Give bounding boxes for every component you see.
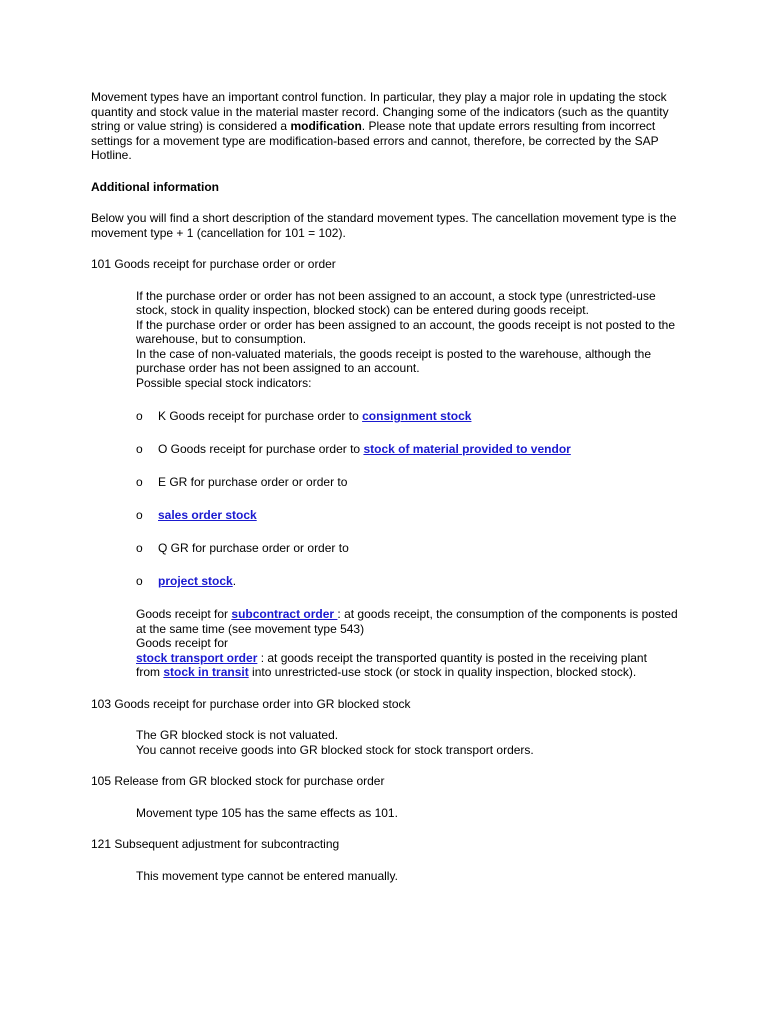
special-stock-list	[91, 409, 681, 607]
mt101-details	[91, 289, 681, 391]
list-item	[136, 475, 681, 508]
mt121-line-1: This movement type cannot be entered manually.	[136, 868, 398, 883]
mt105-line-1: Movement type 105 has the same effects as 101.	[136, 805, 398, 820]
subcontract-order-link[interactable]: subcontract order	[231, 607, 338, 621]
subcontract-paragraph	[136, 607, 681, 636]
bullet-icon: o	[136, 475, 143, 489]
mt101-line-4: Possible special stock indicators:	[136, 375, 312, 390]
additional-info-heading: Additional information	[91, 179, 219, 194]
bullet-icon: o	[136, 508, 143, 522]
bullet-icon: o	[136, 541, 143, 555]
mt103-line-1: The GR blocked stock is not valuated.	[136, 728, 339, 742]
sto-post: : at goods receipt the transported quantity is posted in the receiving plant	[257, 650, 647, 665]
list-item	[136, 409, 681, 442]
list-item-text: O Goods receipt for purchase order to	[158, 442, 364, 456]
list-item-suffix: .	[232, 574, 237, 588]
document-page	[91, 90, 681, 883]
mt101-line-2: If the purchase order or order has been assigned to an account, the goods receipt is not posted to the warehouse, but to consumption.	[136, 317, 676, 346]
list-item	[136, 574, 681, 607]
transit-post: into unrestricted-use stock (or stock in quality inspection, blocked stock).	[248, 665, 637, 679]
bullet-icon: o	[136, 574, 143, 588]
description-paragraph: Below you will find a short description of the standard movement types. The cancellation movement type is the movement type + 1 (cancellation for 101 = 102).	[91, 211, 677, 240]
mt101-goods-receipt-notes	[91, 607, 681, 680]
stock-in-transit-link[interactable]: stock in transit	[163, 665, 249, 679]
intro-bold-modification: modification	[290, 119, 362, 133]
intro-text-2: . Please note that update errors resulting from incorrect settings for a movement type are modification-based errors and cannot, therefore, be corrected by the SAP Hotline.	[91, 119, 659, 162]
intro-text-1: Movement types have an important control function. In particular, they play a major role in updating the stock quantity and stock value in the material master record. Changing some of the indicators (such as the quantity string or value string) is considered a	[91, 90, 669, 133]
mt101-line-3: In the case of non-valuated materials, the goods receipt is posted to the warehouse, although the purchase order has not been assigned to an account.	[136, 346, 651, 375]
mt121-title: 121 Subsequent adjustment for subcontracting	[91, 837, 340, 851]
list-item	[136, 442, 681, 475]
transit-paragraph	[136, 665, 681, 680]
mt101-title: 101 Goods receipt for purchase order or order	[91, 257, 336, 271]
subcontract-post: : at goods receipt, the consumption of the components is posted at the same time (see movement type 543)	[136, 607, 678, 636]
mt103-details	[91, 728, 681, 757]
mt103-line-2: You cannot receive goods into GR blocked stock for stock transport orders.	[136, 742, 534, 757]
subcontract-pre: Goods receipt for	[136, 607, 232, 621]
mt103-title: 103 Goods receipt for purchase order into GR blocked stock	[91, 696, 411, 711]
sto-pre-text: Goods receipt for	[136, 636, 229, 650]
bullet-icon: o	[136, 442, 143, 456]
project-stock-link[interactable]: project stock	[158, 574, 233, 588]
mt121-details	[91, 869, 681, 884]
vendor-stock-link[interactable]: stock of material provided to vendor	[363, 442, 571, 456]
stock-transport-order-link[interactable]: stock transport order	[136, 650, 258, 665]
mt101-line-1: If the purchase order or order has not been assigned to an account, a stock type (unrestricted-use stock, stock in quality inspection, blocked stock) can be entered during goods receipt.	[136, 288, 656, 317]
mt105-title: 105 Release from GR blocked stock for purchase order	[91, 774, 385, 788]
sales-order-stock-link[interactable]: sales order stock	[158, 508, 257, 522]
consignment-stock-link[interactable]: consignment stock	[362, 409, 472, 423]
list-item-text: Q GR for purchase order or order to	[158, 541, 349, 555]
list-item	[136, 508, 681, 541]
transit-pre: from	[136, 665, 164, 679]
bullet-icon: o	[136, 409, 143, 423]
intro-paragraph	[91, 90, 681, 163]
list-item-text: E GR for purchase order or order to	[158, 475, 348, 489]
list-item-text: K Goods receipt for purchase order to	[158, 409, 363, 423]
list-item	[136, 541, 681, 574]
mt105-details	[91, 806, 681, 821]
sto-paragraph	[136, 651, 681, 666]
